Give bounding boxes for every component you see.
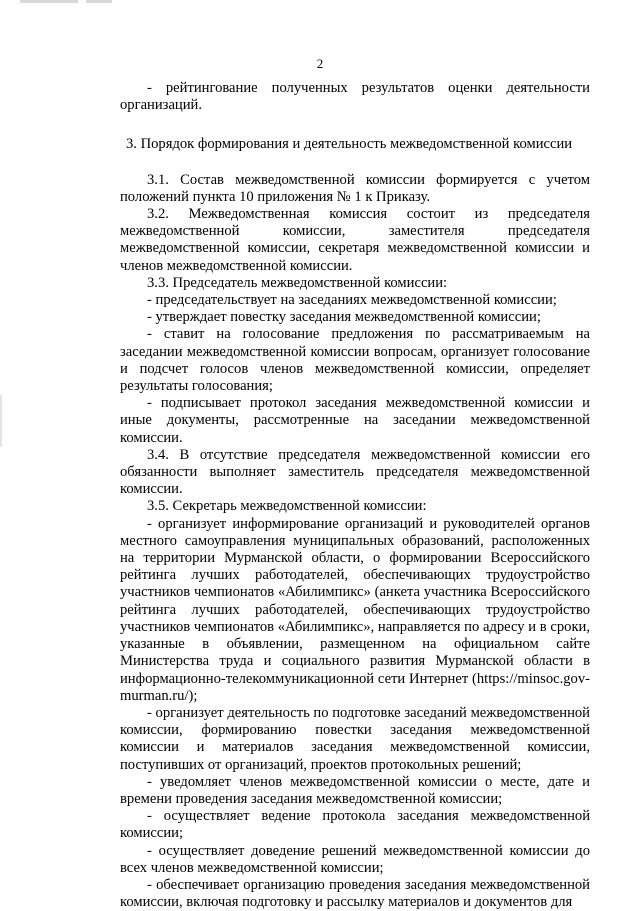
paragraph: 3.4. В отсутствие председателя межведомственной комиссии его обязанности выполняет заместитель председателя межведомственной комиссии.	[120, 446, 590, 498]
list-item: - осуществляет доведение решений межведомственной комиссии до всех членов межведомственной комиссии;	[120, 842, 590, 876]
paragraph: 3.1. Состав межведомственной комиссии формируется с учетом положений пункта 10 приложения № 1 к Приказу.	[120, 171, 590, 205]
page-number: 2	[316, 56, 324, 71]
list-item: - утверждает повестку заседания межведомственной комиссии;	[147, 309, 541, 326]
list-item: - организует деятельность по подготовке заседаний межведомственной комиссии, формированию повестки заседания межведомственной комиссии и материалов заседания межведомственной комиссии, поступивших от организаций, проектов протокольных решений;	[120, 704, 590, 773]
list-item: - подписывает протокол заседания межведомственной комиссии и иные документы, рассмотренные на заседании межведомственной комиссии.	[120, 395, 590, 446]
list-item: - организует информирование организаций и руководителей органов местного самоуправления муниципальных образований, расположенных на территории Мурманской области, о формировании Всероссийского рейтинга лучших работодателей, обеспечивающих трудоустройство участников чемпионатов «Абилимпикс» (анкета участника Всероссийского рейтинга лучших работодателей, обеспечивающих трудоустройство участников чемпионатов «Абилимпикс», направляется по адресу и в сроки, указанные в объявлении, размещенном на официальном сайте Министерства труда и социального развития Мурманской области в информационно-телекоммуникационной сети Интернет (https://minsoc.gov-murman.ru/);	[120, 515, 590, 704]
paragraph: 3.3. Председатель межведомственной комиссии:	[147, 274, 448, 291]
paragraph: - рейтингование полученных результатов оценки деятельности организаций.	[120, 80, 590, 114]
scan-top-marks	[0, 0, 120, 3]
section-heading: 3. Порядок формирования и деятельность межведомственной комиссии	[126, 136, 573, 153]
document-body	[120, 80, 590, 911]
paragraph: 3.5. Секретарь межведомственной комиссии:	[147, 498, 427, 515]
paragraph: 3.2. Межведомственная комиссия состоит из председателя межведомственной комиссии, заместителя председателя межведомственной комиссии, секретаря межведомственной комиссии и членов межведомственной комиссии.	[120, 206, 590, 274]
list-item: - обеспечивает организацию проведения заседания межведомственной комиссии, включая подготовку и рассылку материалов и документов для	[120, 876, 590, 911]
scan-edge-mark	[0, 395, 2, 447]
list-item: - осуществляет ведение протокола заседания межведомственной комиссии;	[120, 808, 590, 842]
list-item: - председательствует на заседаниях межведомственной комиссии;	[147, 292, 557, 309]
list-item: - ставит на голосование предложения по рассматриваемым на заседании межведомственной комиссии вопросам, организует голосование и подсчет голосов членов межведомственной комиссии, определяет результаты голосования;	[120, 326, 590, 395]
list-item: - уведомляет членов межведомственной комиссии о месте, дате и времени проведения заседания межведомственной комиссии;	[120, 773, 590, 807]
